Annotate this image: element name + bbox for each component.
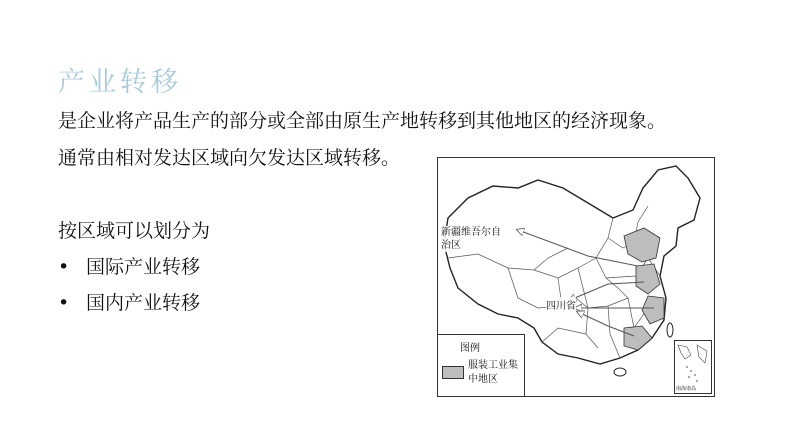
classification-intro: 按区域可以划分为 [58,220,211,242]
bullet-label: 国际产业转移 [86,256,201,278]
bullet-item-international [58,252,200,279]
bullet-item-domestic [58,288,200,315]
map-legend [438,334,525,396]
legend-item-label: 服装工业集中地区 [468,360,518,385]
bullet-dot-icon: • [58,256,70,278]
legend-title: 图例 [460,343,480,354]
legend-swatch [442,366,464,379]
inset-label: 南海诸岛 [676,386,697,392]
sichuan-label: 四川省 [546,297,576,312]
bullet-dot-icon: • [58,292,70,314]
direction-text: 通常由相对发达区域向欠发达区域转移。 [58,147,401,169]
bullet-label: 国内产业转移 [86,292,201,314]
definition-text: 是企业将产品生产的部分或全部由原生产地转移到其他地区的经济现象。 [58,110,667,132]
xinjiang-label: 新疆维吾尔自治区 [441,226,505,252]
slide-title: 产业转移 [58,67,182,98]
china-industry-map [437,157,715,397]
south-china-sea-inset [674,340,712,394]
